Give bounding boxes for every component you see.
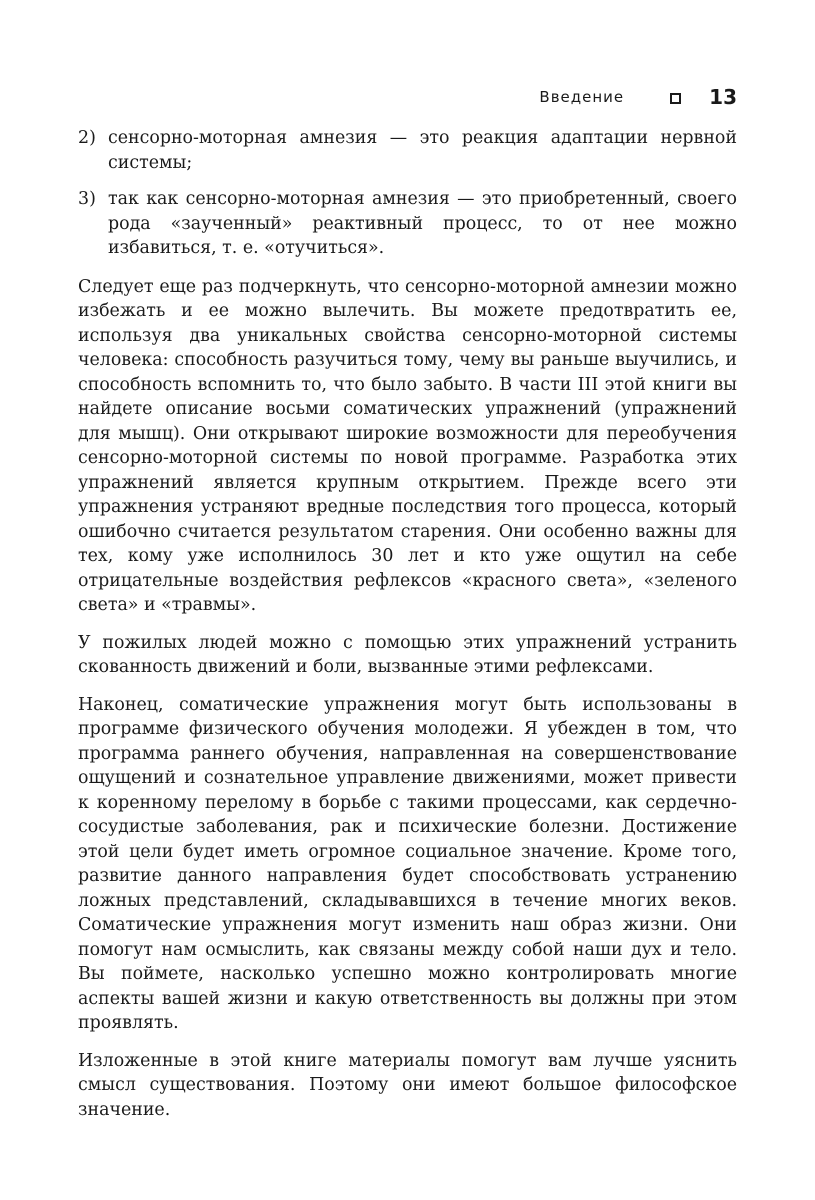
paragraph: Наконец, соматические упражнения могут быть использованы в программе физического обучения молодежи. Я убежден в том, что программа раннего обучения, направленная на совершенствование ощущений и сознательное управление движениями, может привести к коренному перелому в борьбе с такими процессами, как сердечно-сосудистые заболевания, рак и психические болезни. Достижение этой цели будет иметь огромное социальное значение. Кроме того, развитие данного направления будет способствовать устранению ложных представлений, складывавшихся в течение многих веков. Соматические упражнения могут изменить наш образ жизни. Они помогут нам осмыслить, как связаны между собой наши дух и тело. Вы поймете, насколько успешно можно контролировать многие аспекты вашей жизни и какую ответственность вы должны при этом проявлять. <box>78 694 737 1033</box>
running-header <box>539 86 737 108</box>
list-item <box>78 187 737 261</box>
paragraph: У пожилых людей можно с помощью этих упражнений устранить скованность движений и боли, вызванные этими рефлексами. <box>78 632 737 677</box>
page-body <box>78 126 737 1135</box>
list-item-text: так как сенсорно-моторная амнезия — это приобретенный, своего рода «заученный» реактивный процесс, то от нее можно избавиться, т. е. «отучиться». <box>108 189 737 258</box>
list-item-number: 3) <box>78 189 96 209</box>
paragraph: Следует еще раз подчеркнуть, что сенсорно-моторной амнезии можно избежать и ее можно вылечить. Вы можете предотвратить ее, используя два уникальных свойства сенсорно-моторной системы человека: способность разучиться тому, чему вы раньше выучились, и способность вспомнить то, что было забыто. В части III этой книги вы найдете описание восьми соматических упражнений (упражнений для мышц). Они открывают широкие возможности для переобучения сенсорно-моторной системы по новой программе. Разработка этих упражнений является крупным открытием. Прежде всего эти упражнения устраняют вредные последствия того процесса, который ошибочно считается результатом старения. Они особенно важны для тех, кому уже исполнилось 30 лет и кто уже ощутил на себе отрицательные воздействия рефлексов «красного света», «зеленого света» и «травмы». <box>78 276 737 615</box>
list-item-number: 2) <box>78 128 96 148</box>
page-number: 13 <box>709 85 737 109</box>
list-item <box>78 126 737 175</box>
square-bullet-icon <box>670 93 681 104</box>
list-item-text: сенсорно-моторная амнезия — это реакция адаптации нервной системы; <box>108 128 737 173</box>
paragraph: Изложенные в этой книге материалы помогут вам лучше уяснить смысл существования. Поэтому они имеют большое философское значение. <box>78 1050 737 1120</box>
chapter-title: Введение <box>539 88 625 106</box>
